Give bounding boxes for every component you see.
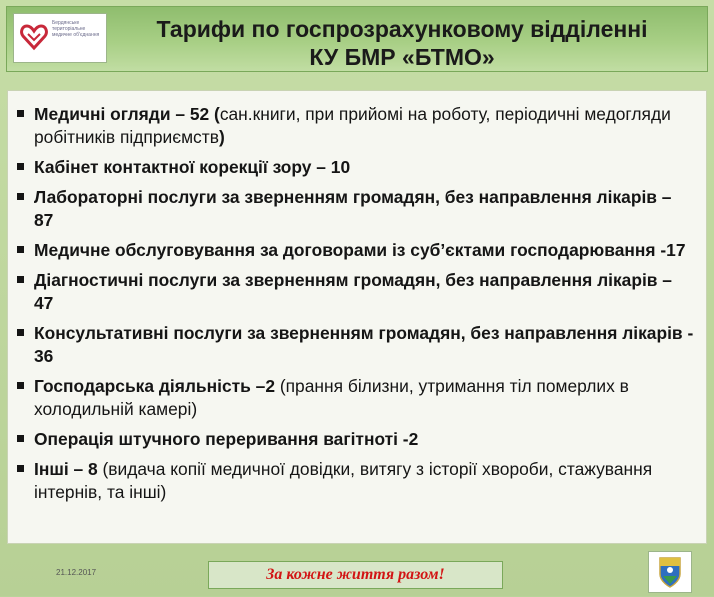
bullet-icon [17, 465, 24, 472]
bullet-icon [17, 110, 24, 117]
coat-of-arms-icon [648, 551, 692, 593]
list-item: Консультативні послуги за зверненням громадян, без направлення лікарів - 36 [14, 322, 694, 368]
title-line-1: Тарифи по госпрозрахунковому відділенні [156, 16, 648, 42]
list-item: Кабінет контактної корекції зору – 10 [14, 156, 694, 179]
bullet-icon [17, 276, 24, 283]
slide-date: 21.12.2017 [56, 568, 97, 577]
list-item: Лабораторні послуги за зверненням громадян, без направлення лікарів – 87 [14, 186, 694, 232]
list-item: Господарська діяльність –2 (прання білизни, утримання тіл померлих в холодильній камері) [14, 375, 694, 421]
tariff-list [14, 103, 694, 511]
bullet-icon [17, 246, 24, 253]
list-item: Медичне обслуговування за договорами із суб’єктами господарювання -17 [14, 239, 694, 262]
bullet-icon [17, 382, 24, 389]
content-panel [7, 90, 707, 544]
slogan-banner [208, 561, 503, 589]
bullet-icon [17, 435, 24, 442]
emblem-icon [649, 552, 691, 592]
list-item: Інші – 8 (видача копії медичної довідки, витягу з історії хвороби, стажування інтернів, та інші) [14, 458, 694, 504]
heart-logo-icon [19, 22, 49, 52]
logo-caption: Бердянське територіальне медичне об'єднання [52, 20, 100, 38]
title-banner [6, 6, 708, 72]
list-item: Операція штучного переривання вагітноті -2 [14, 428, 694, 451]
list-item: Медичні огляди – 52 (сан.книги, при прийомі на роботу, періодичні медогляди робітників підприємств) [14, 103, 694, 149]
page-title [107, 15, 697, 71]
list-item: Діагностичні послуги за зверненням громадян, без направлення лікарів – 47 [14, 269, 694, 315]
slogan-text: За кожне життя разом! [266, 566, 445, 583]
bullet-icon [17, 163, 24, 170]
title-line-2: КУ БМР «БТМО» [309, 44, 495, 70]
bullet-icon [17, 329, 24, 336]
organization-logo [13, 13, 107, 63]
bullet-icon [17, 193, 24, 200]
